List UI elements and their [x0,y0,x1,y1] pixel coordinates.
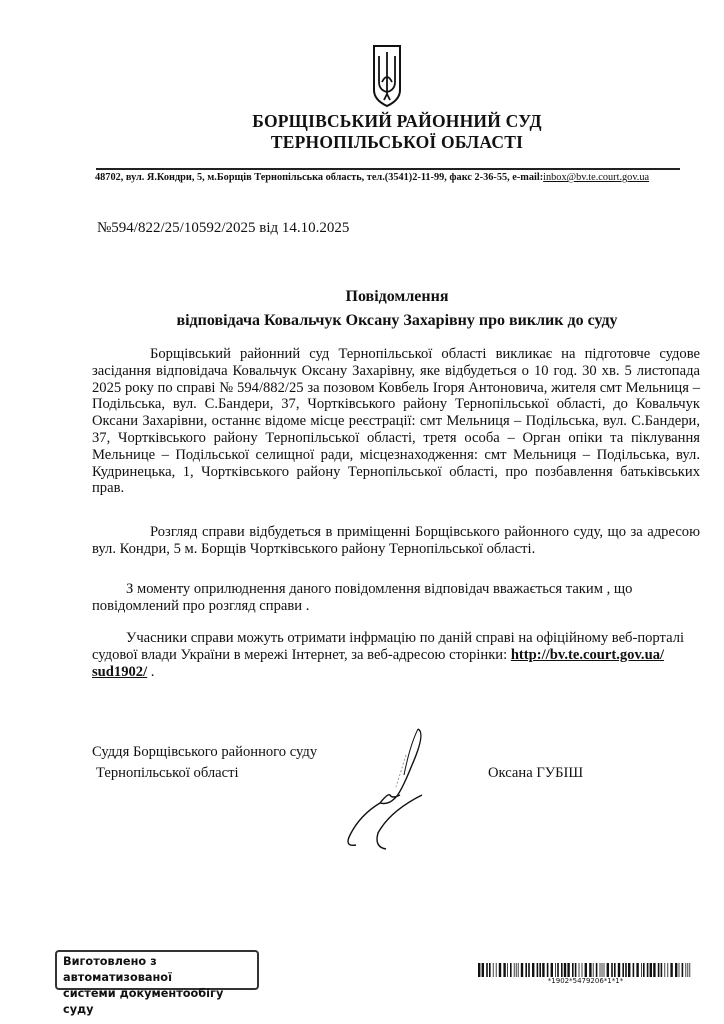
paragraph-info [92,630,697,680]
court-website-link[interactable]: http://bv.te.court.gov.ua/ sud1902/ [92,646,665,680]
address-text: 48702, вул. Я.Кондри, 5, м.Борщів Тернопільська область, тел.(3541)2-11-99, факс 2-36-55, e-mail: [95,172,544,183]
stamp-line2: системи документообігу суду [63,987,224,1016]
judge-position [92,742,317,784]
coat-of-arms-icon [372,42,402,108]
paragraph-summons [92,346,700,497]
court-name-line1: БОРЩІВСЬКИЙ РАЙОННИЙ СУД [252,111,542,131]
paragraph-text: Розгляд справи відбудеться в приміщенні Борщівського районного суду, що за адресою вул. Кондри, 5 м. Борщів Чортківського району Тернопільської області. [92,524,700,557]
stamp-line1: Виготовлено з автоматизованої [63,955,172,984]
paragraph-text: З моменту оприлюднення даного повідомлення відповідач вважається таким , що повідомлений про розгляд справи . [92,581,633,614]
judge-position-line1: Суддя Борщівського районного суду [92,744,318,760]
paragraph-venue [92,524,700,558]
email-link[interactable]: inbox@bv.te.court.gov.ua [543,172,650,183]
barcode-icon [478,963,693,977]
court-name-line2: ТЕРНОПІЛЬСЬКОЇ ОБЛАСТІ [270,132,524,152]
paragraph-end: . [147,663,155,680]
paragraph-notified [92,581,700,615]
paragraph-text: Учасники справи можуть отримати інфрмацію по даній справі на офіційному веб-порталі судової влади України в мережі Інтернет, за веб-адресою сторінки: [92,630,685,663]
judge-position-line2: Тернопільської області [96,765,239,781]
reference-number: №594/822/25/10592/2025 від 14.10.2025 [97,220,350,236]
barcode-text: *1902*5479206*1*1* [547,977,624,985]
judge-name: Оксана ГУБІШ [488,765,584,781]
court-address [95,172,649,183]
notice-subtitle: відповідача Ковальчук Оксану Захарівну про виклик до суду [176,312,618,329]
automated-system-stamp [55,950,259,1016]
paragraph-text: Борщівський районний суд Тернопільської області викликає на підготовче судове засідання відповідача Ковальчук Оксану Захарівну, яке відбудеться о 10 год. 30 хв. 5 листопада 2025 року по справі № 594/882/25 за позовом Ковбель Ігоря Антоновича, жителя смт Мельниця – Подільська, вул. С.Бандери, 37, Чортківського району Тернопільської області, до Ковальчук Оксани Захарівни, останнє відоме місце реєстрації: смт Мельниця – Подільська, вул. С.Бандери, 37, Чортківського району Тернопільської області, третя особа – Орган опіки та піклування Мельнице – Подільської селищної ради, місцезнаходження: смт Мельниця – Подільська, вул. Кудринецька, 1, Чортківського району Тернопільської області, про позбавлення батьківських прав. [92,346,700,497]
signature-icon [330,725,440,850]
header-divider [96,168,680,170]
notice-title: Повідомлення [345,288,449,305]
